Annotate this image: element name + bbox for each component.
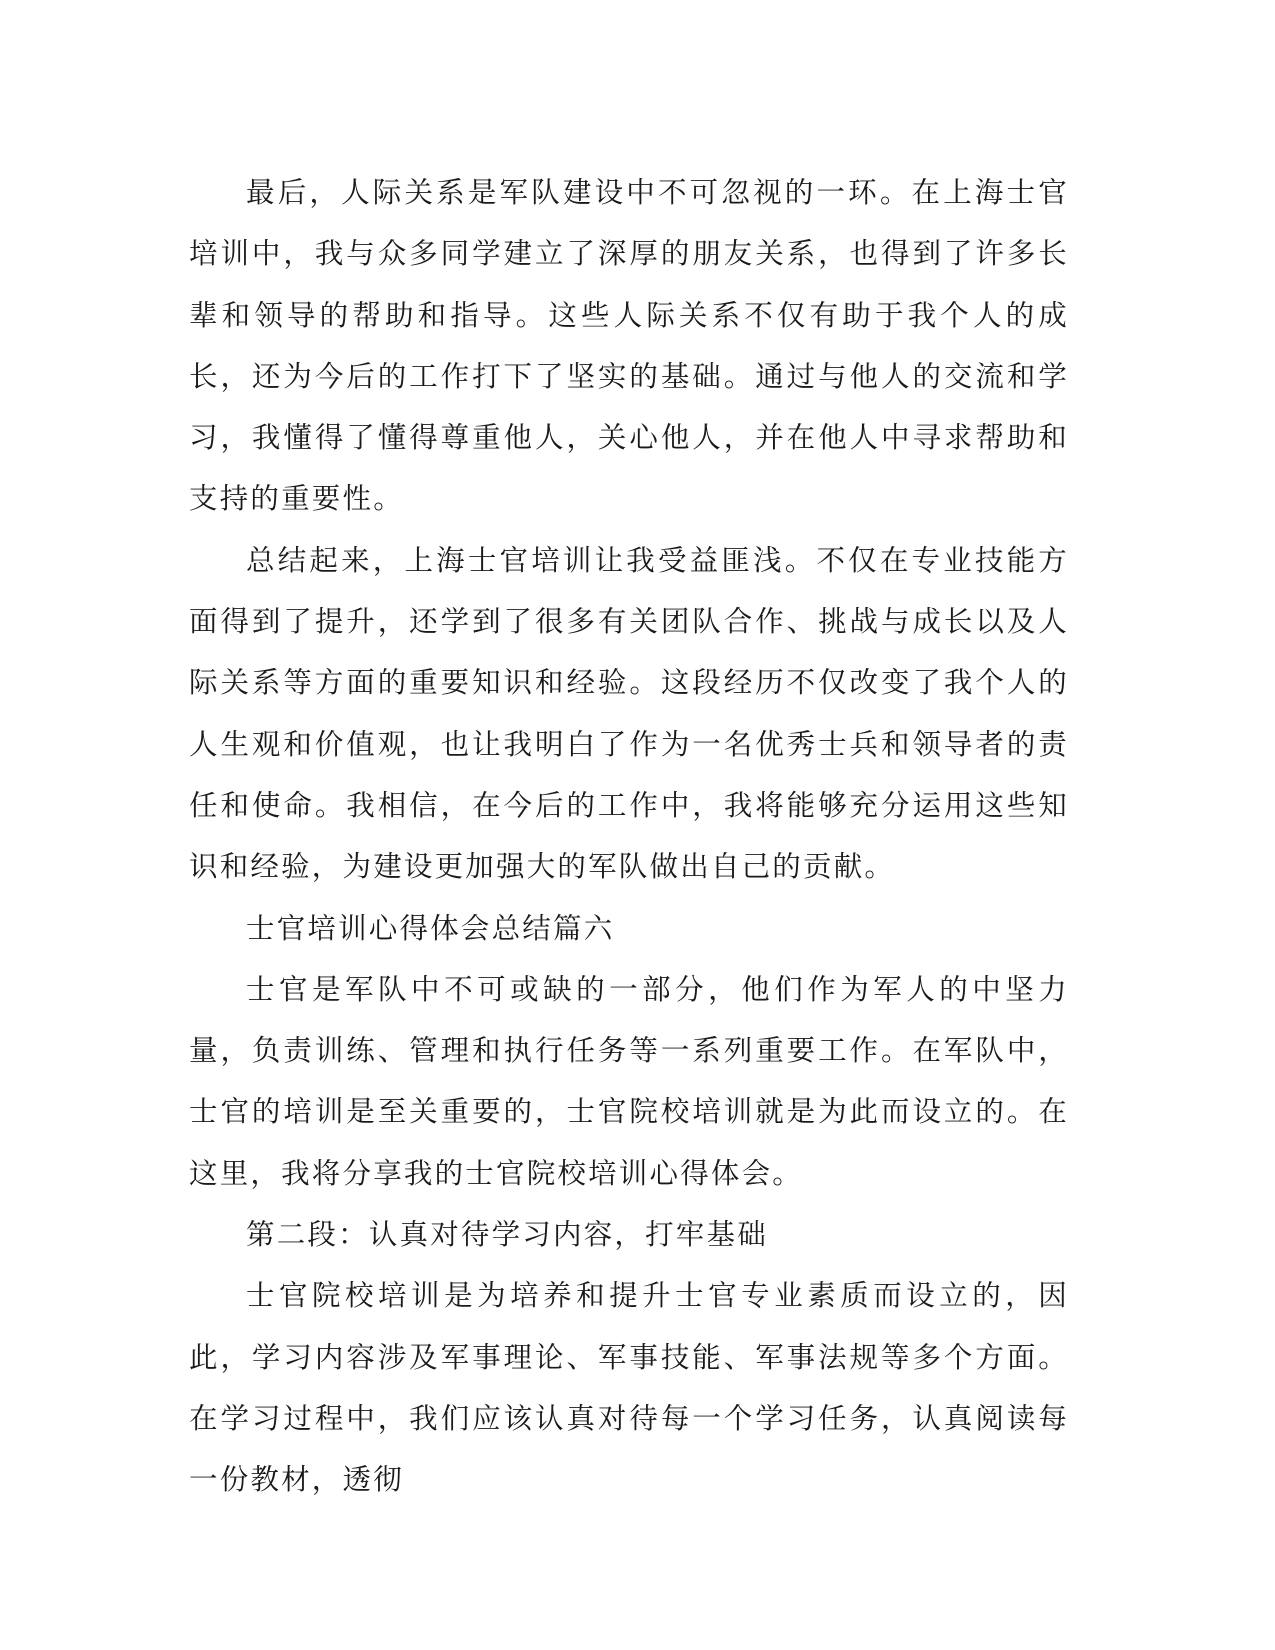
section-heading-part-six: 士官培训心得体会总结篇六 <box>246 911 615 945</box>
paragraph-nco-introduction: 士官是军队中不可或缺的一部分，他们作为军人的中坚力量，负责训练、管理和执行任务等一系列重要工作。在军队中，士官的培训是至关重要的，士官院校培训就是为此而设立的。在这里，我将分享我的士官院校培训心得体会。 <box>189 972 1069 1190</box>
paragraph-summary: 总结起来，上海士官培训让我受益匪浅。不仅在专业技能方面得到了提升，还学到了很多有关团队合作、挑战与成长以及人际关系等方面的重要知识和经验。这段经历不仅改变了我个人的人生观和价值观，也让我明白了作为一名优秀士兵和领导者的责任和使命。我相信，在今后的工作中，我将能够充分运用这些知识和经验，为建设更加强大的军队做出自己的贡献。 <box>189 543 1069 884</box>
paragraph-interpersonal-relations: 最后，人际关系是军队建设中不可忽视的一环。在上海士官培训中，我与众多同学建立了深厚的朋友关系，也得到了许多长辈和领导的帮助和指导。这些人际关系不仅有助于我个人的成长，还为今后的工作打下了坚实的基础。通过与他人的交流和学习，我懂得了懂得尊重他人，关心他人，并在他人中寻求帮助和支持的重要性。 <box>189 176 1069 516</box>
section-heading-second-part: 第二段：认真对待学习内容，打牢基础 <box>246 1218 768 1252</box>
paragraph-study-content: 士官院校培训是为培养和提升士官专业素质而设立的，因此，学习内容涉及军事理论、军事技能、军事法规等多个方面。在学习过程中，我们应该认真对待每一个学习任务，认真阅读每一份教材，透彻 <box>189 1279 1069 1497</box>
document-body <box>189 162 1069 1511</box>
